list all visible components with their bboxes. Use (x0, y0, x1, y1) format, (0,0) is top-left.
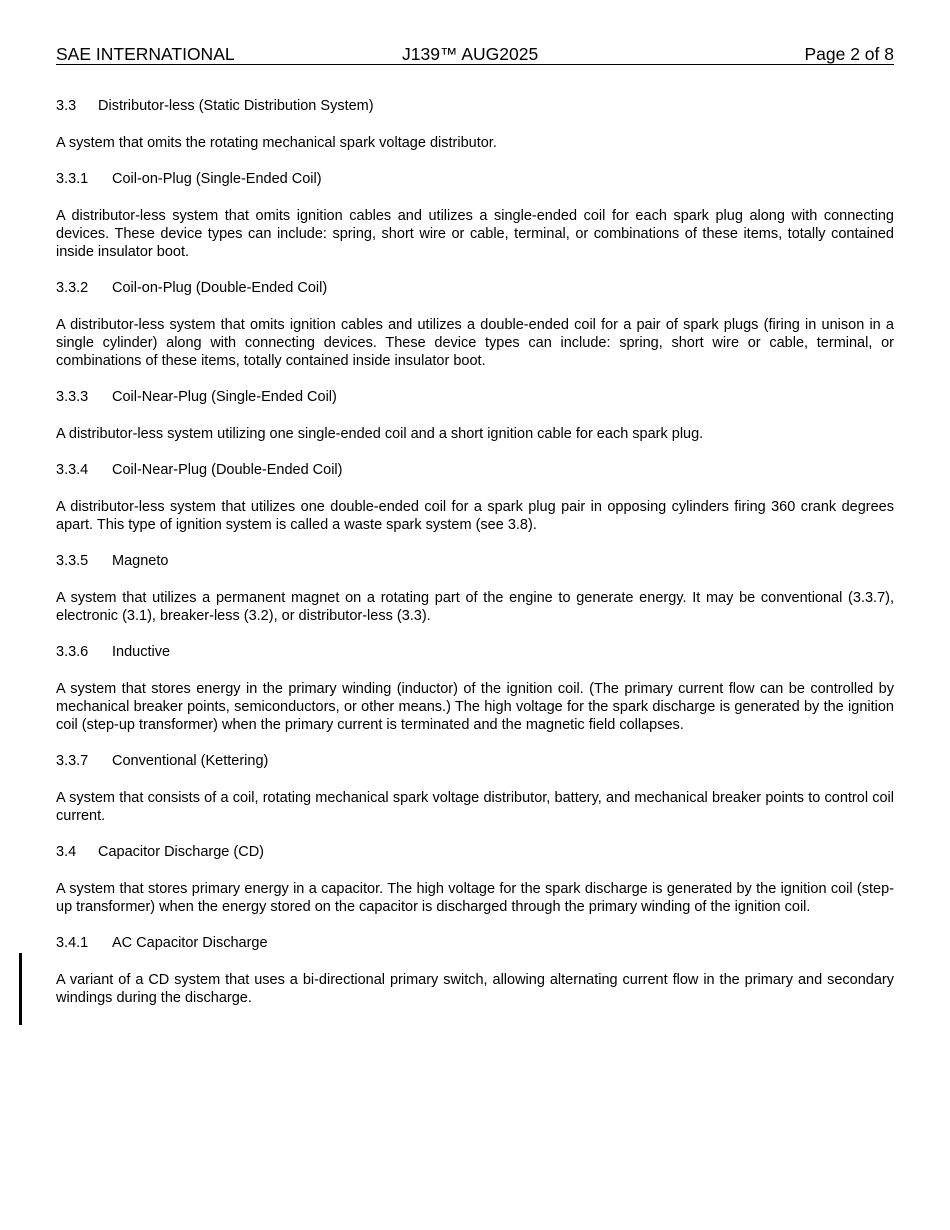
section-paragraph: A distributor-less system utilizing one single-ended coil and a short ignition cable for each spark plug. (56, 425, 704, 442)
section-3-3-2 (56, 279, 894, 370)
section-number: 3.3.3 (56, 389, 89, 405)
section-3-3-6 (56, 643, 894, 734)
section-3-3-4 (56, 461, 894, 534)
section-paragraph: A variant of a CD system that uses a bi-directional primary switch, allowing alternating current flow in the primary and secondary windings during the discharge. (56, 971, 894, 1006)
section-paragraph: A system that utilizes a permanent magnet on a rotating part of the engine to generate energy. It may be conventional (3.3.7), electronic (3.1), breaker-less (3.2), or distributor-less (3.3). (56, 589, 894, 624)
section-paragraph: A distributor-less system that omits ignition cables and utilizes a double-ended coil for a pair of spark plugs (firing in unison in a single cylinder) along with connecting devices. These device types can include: spring, short wire or cable, terminal, or combinations of these items, totally contained inside insulator boot. (56, 316, 894, 369)
section-number: 3.3.7 (56, 753, 89, 769)
section-number: 3.4 (56, 844, 77, 860)
header-page-number: Page 2 of 8 (804, 44, 894, 64)
section-number: 3.3.4 (56, 462, 89, 478)
section-number: 3.3.5 (56, 553, 89, 569)
section-title: Coil-on-Plug (Single-Ended Coil) (112, 171, 322, 187)
section-heading (56, 934, 894, 952)
document-body (56, 97, 894, 1025)
revision-change-bar (19, 953, 22, 1025)
header-organization: SAE INTERNATIONAL (56, 44, 235, 64)
section-number: 3.3.1 (56, 171, 89, 187)
section-heading (56, 552, 894, 570)
section-paragraph: A system that stores energy in the primary winding (inductor) of the ignition coil. (The primary current flow can be controlled by mechanical breaker points, semiconductors, or other means.) The high voltage for the spark discharge is generated by the ignition coil (step-up transformer) when the primary current is terminated and the magnetic field collapses. (56, 680, 894, 733)
section-3-3-5 (56, 552, 894, 625)
section-heading (56, 279, 894, 297)
section-heading (56, 843, 894, 861)
section-title: Distributor-less (Static Distribution System) (98, 98, 374, 114)
section-title: Coil-Near-Plug (Single-Ended Coil) (112, 389, 337, 405)
section-title: Inductive (112, 644, 171, 660)
section-number: 3.4.1 (56, 935, 89, 951)
section-title: Coil-Near-Plug (Double-Ended Coil) (112, 462, 343, 478)
section-heading (56, 752, 894, 770)
section-title: Coil-on-Plug (Double-Ended Coil) (112, 280, 328, 296)
section-title: Capacitor Discharge (CD) (98, 844, 264, 860)
section-paragraph: A system that omits the rotating mechanical spark voltage distributor. (56, 134, 497, 151)
section-3-3-1 (56, 170, 894, 261)
section-paragraph: A distributor-less system that omits ignition cables and utilizes a single-ended coil for each spark plug along with connecting devices. These device types can include: spring, short wire or cable, terminal, or combinations of these items, totally contained inside insulator boot. (56, 207, 894, 260)
section-3-3-3 (56, 388, 894, 443)
section-paragraph: A system that stores primary energy in a capacitor. The high voltage for the spark discharge is generated by the ignition coil (step-up transformer) when the energy stored on the capacitor is discharged through the primary winding of the ignition coil. (56, 880, 894, 915)
section-heading (56, 461, 894, 479)
section-number: 3.3 (56, 98, 77, 114)
page-header (56, 44, 894, 65)
section-title: AC Capacitor Discharge (112, 935, 268, 951)
section-3-4 (56, 843, 894, 916)
section-heading (56, 97, 894, 115)
section-number: 3.3.2 (56, 280, 89, 296)
section-3-4-1 (56, 934, 894, 1007)
section-paragraph: A system that consists of a coil, rotating mechanical spark voltage distributor, battery, and mechanical breaker points to control coil current. (56, 789, 894, 824)
section-title: Conventional (Kettering) (112, 753, 269, 769)
section-3-3-7 (56, 752, 894, 825)
header-document-id: J139™ AUG2025 (402, 44, 539, 64)
section-3-3 (56, 97, 894, 152)
section-heading (56, 170, 894, 188)
section-title: Magneto (112, 553, 169, 569)
section-heading (56, 643, 894, 661)
section-number: 3.3.6 (56, 644, 89, 660)
section-heading (56, 388, 894, 406)
section-paragraph: A distributor-less system that utilizes one double-ended coil for a spark plug pair in opposing cylinders firing 360 crank degrees apart. This type of ignition system is called a waste spark system (see 3.8). (56, 498, 894, 533)
